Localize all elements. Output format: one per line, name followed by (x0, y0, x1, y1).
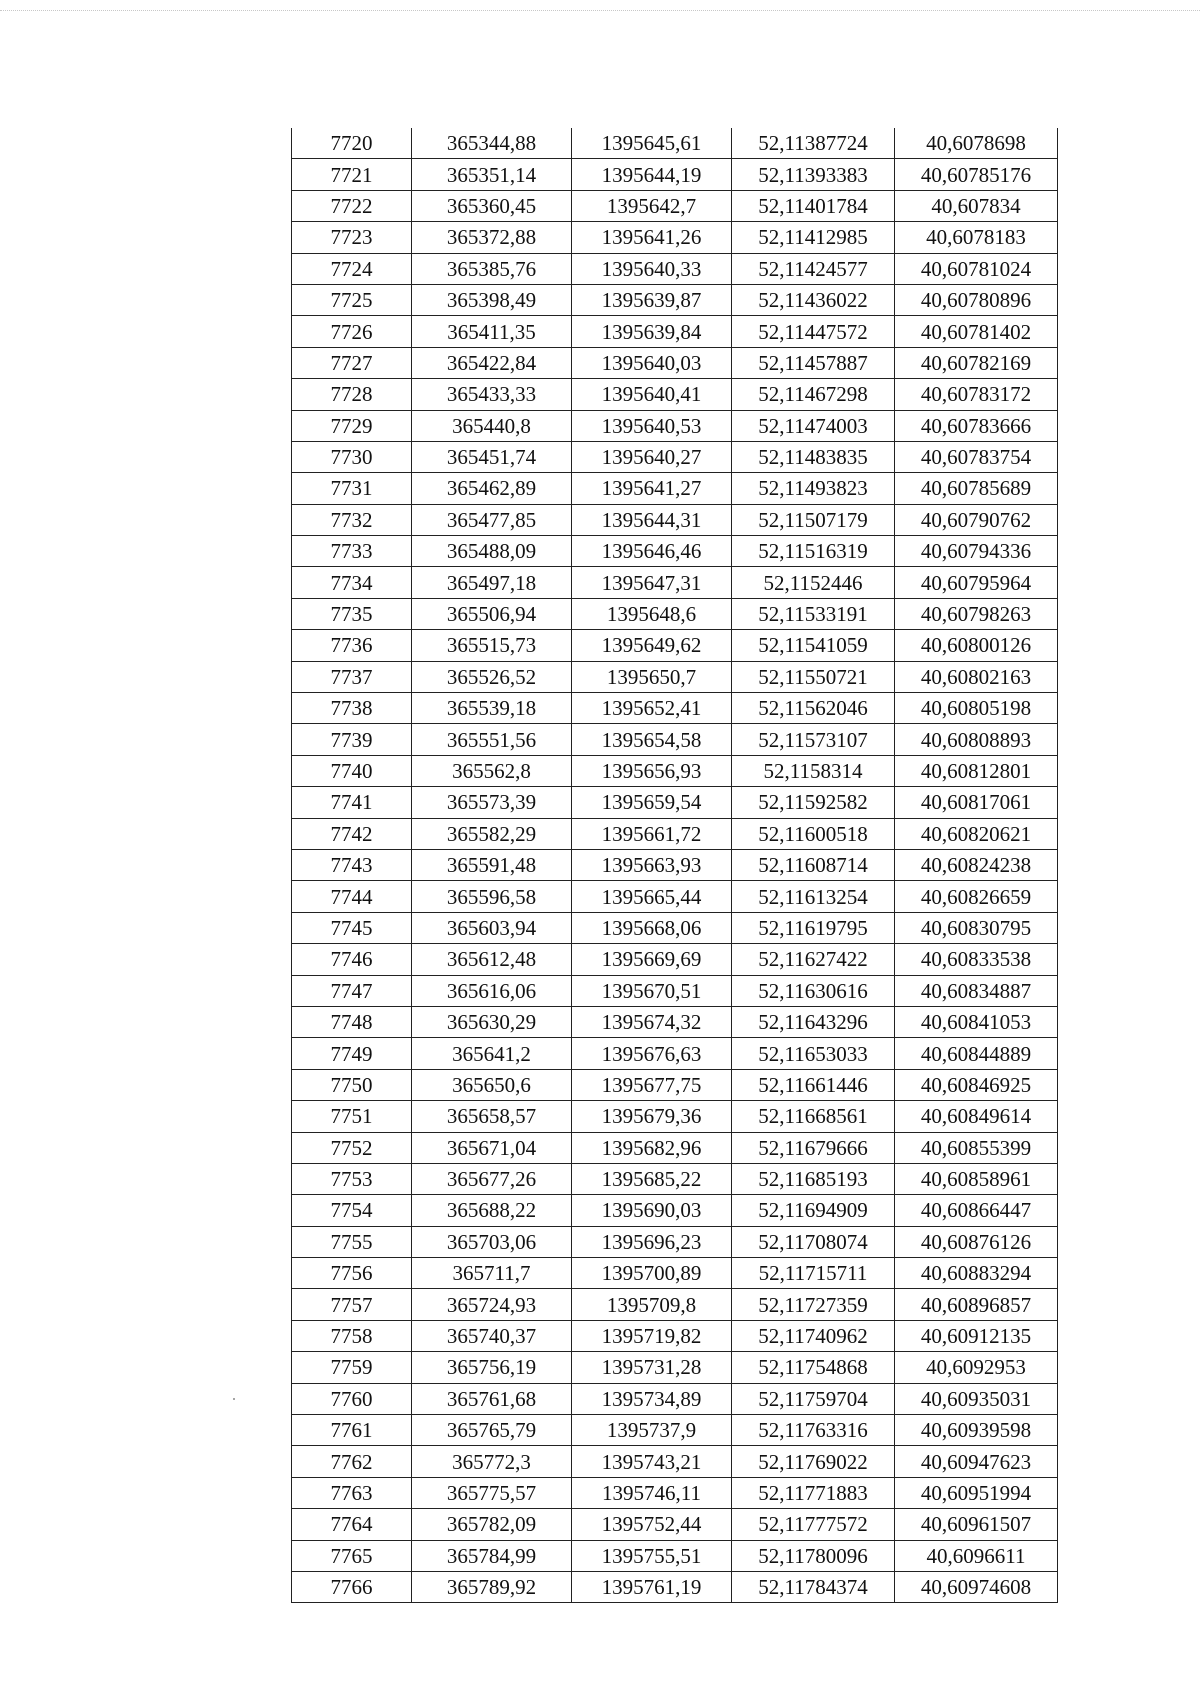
y-coordinate-cell: 1395679,36 (572, 1101, 732, 1132)
latitude-cell: 52,11708074 (732, 1226, 895, 1257)
latitude-cell: 52,11740962 (732, 1320, 895, 1351)
table-row (292, 975, 1058, 1006)
longitude-cell: 40,60824238 (895, 849, 1058, 880)
table-row (292, 1038, 1058, 1069)
y-coordinate-cell: 1395652,41 (572, 693, 732, 724)
point-number-cell: 7765 (292, 1540, 412, 1571)
latitude-cell: 52,11759704 (732, 1383, 895, 1414)
longitude-cell: 40,60820621 (895, 818, 1058, 849)
point-number-cell: 7732 (292, 504, 412, 535)
x-coordinate-cell: 365477,85 (412, 504, 572, 535)
y-coordinate-cell: 1395746,11 (572, 1477, 732, 1508)
latitude-cell: 52,11679666 (732, 1132, 895, 1163)
x-coordinate-cell: 365596,58 (412, 881, 572, 912)
x-coordinate-cell: 365789,92 (412, 1571, 572, 1602)
longitude-cell: 40,60812801 (895, 755, 1058, 786)
point-number-cell: 7750 (292, 1069, 412, 1100)
longitude-cell: 40,60939598 (895, 1415, 1058, 1446)
point-number-cell: 7759 (292, 1352, 412, 1383)
y-coordinate-cell: 1395665,44 (572, 881, 732, 912)
y-coordinate-cell: 1395640,41 (572, 379, 732, 410)
table-row (292, 849, 1058, 880)
table-row (292, 222, 1058, 253)
longitude-cell: 40,60912135 (895, 1320, 1058, 1351)
x-coordinate-cell: 365671,04 (412, 1132, 572, 1163)
x-coordinate-cell: 365385,76 (412, 253, 572, 284)
latitude-cell: 52,11467298 (732, 379, 895, 410)
longitude-cell: 40,60855399 (895, 1132, 1058, 1163)
point-number-cell: 7760 (292, 1383, 412, 1414)
x-coordinate-cell: 365462,89 (412, 473, 572, 504)
point-number-cell: 7747 (292, 975, 412, 1006)
table-row (292, 1006, 1058, 1037)
table-row (292, 284, 1058, 315)
longitude-cell: 40,60783754 (895, 441, 1058, 472)
table-row (292, 1132, 1058, 1163)
x-coordinate-cell: 365344,88 (412, 128, 572, 159)
x-coordinate-cell: 365573,39 (412, 787, 572, 818)
y-coordinate-cell: 1395650,7 (572, 661, 732, 692)
y-coordinate-cell: 1395649,62 (572, 630, 732, 661)
x-coordinate-cell: 365497,18 (412, 567, 572, 598)
longitude-cell: 40,60961507 (895, 1509, 1058, 1540)
point-number-cell: 7725 (292, 284, 412, 315)
latitude-cell: 52,11685193 (732, 1163, 895, 1194)
point-number-cell: 7755 (292, 1226, 412, 1257)
scan-speck (233, 1398, 235, 1400)
point-number-cell: 7720 (292, 128, 412, 159)
latitude-cell: 52,11412985 (732, 222, 895, 253)
table-row (292, 190, 1058, 221)
x-coordinate-cell: 365724,93 (412, 1289, 572, 1320)
point-number-cell: 7761 (292, 1415, 412, 1446)
longitude-cell: 40,60896857 (895, 1289, 1058, 1320)
point-number-cell: 7728 (292, 379, 412, 410)
y-coordinate-cell: 1395682,96 (572, 1132, 732, 1163)
longitude-cell: 40,60795964 (895, 567, 1058, 598)
table-row (292, 598, 1058, 629)
point-number-cell: 7735 (292, 598, 412, 629)
table-row (292, 1069, 1058, 1100)
point-number-cell: 7741 (292, 787, 412, 818)
x-coordinate-cell: 365422,84 (412, 347, 572, 378)
x-coordinate-cell: 365582,29 (412, 818, 572, 849)
table-row (292, 504, 1058, 535)
latitude-cell: 52,11608714 (732, 849, 895, 880)
x-coordinate-cell: 365488,09 (412, 536, 572, 567)
latitude-cell: 52,11424577 (732, 253, 895, 284)
longitude-cell: 40,60826659 (895, 881, 1058, 912)
y-coordinate-cell: 1395669,69 (572, 944, 732, 975)
table-row (292, 379, 1058, 410)
y-coordinate-cell: 1395656,93 (572, 755, 732, 786)
y-coordinate-cell: 1395640,27 (572, 441, 732, 472)
longitude-cell: 40,60805198 (895, 693, 1058, 724)
y-coordinate-cell: 1395647,31 (572, 567, 732, 598)
latitude-cell: 52,11619795 (732, 912, 895, 943)
table-row (292, 944, 1058, 975)
table-row (292, 755, 1058, 786)
table-row (292, 661, 1058, 692)
longitude-cell: 40,60844889 (895, 1038, 1058, 1069)
longitude-cell: 40,60858961 (895, 1163, 1058, 1194)
latitude-cell: 52,11447572 (732, 316, 895, 347)
latitude-cell: 52,11627422 (732, 944, 895, 975)
y-coordinate-cell: 1395639,84 (572, 316, 732, 347)
y-coordinate-cell: 1395644,31 (572, 504, 732, 535)
latitude-cell: 52,11715711 (732, 1258, 895, 1289)
point-number-cell: 7736 (292, 630, 412, 661)
y-coordinate-cell: 1395743,21 (572, 1446, 732, 1477)
point-number-cell: 7754 (292, 1195, 412, 1226)
x-coordinate-cell: 365775,57 (412, 1477, 572, 1508)
latitude-cell: 52,11653033 (732, 1038, 895, 1069)
x-coordinate-cell: 365772,3 (412, 1446, 572, 1477)
coordinates-table-body (292, 128, 1058, 1603)
longitude-cell: 40,60841053 (895, 1006, 1058, 1037)
point-number-cell: 7756 (292, 1258, 412, 1289)
longitude-cell: 40,6078698 (895, 128, 1058, 159)
y-coordinate-cell: 1395690,03 (572, 1195, 732, 1226)
latitude-cell: 52,11777572 (732, 1509, 895, 1540)
table-row (292, 1195, 1058, 1226)
x-coordinate-cell: 365360,45 (412, 190, 572, 221)
point-number-cell: 7729 (292, 410, 412, 441)
x-coordinate-cell: 365658,57 (412, 1101, 572, 1132)
table-row (292, 912, 1058, 943)
table-row (292, 787, 1058, 818)
x-coordinate-cell: 365761,68 (412, 1383, 572, 1414)
latitude-cell: 52,11562046 (732, 693, 895, 724)
longitude-cell: 40,60849614 (895, 1101, 1058, 1132)
longitude-cell: 40,60834887 (895, 975, 1058, 1006)
x-coordinate-cell: 365440,8 (412, 410, 572, 441)
longitude-cell: 40,60798263 (895, 598, 1058, 629)
y-coordinate-cell: 1395641,26 (572, 222, 732, 253)
point-number-cell: 7731 (292, 473, 412, 504)
point-number-cell: 7744 (292, 881, 412, 912)
longitude-cell: 40,60780896 (895, 284, 1058, 315)
y-coordinate-cell: 1395640,33 (572, 253, 732, 284)
x-coordinate-cell: 365612,48 (412, 944, 572, 975)
y-coordinate-cell: 1395752,44 (572, 1509, 732, 1540)
latitude-cell: 52,11727359 (732, 1289, 895, 1320)
latitude-cell: 52,11533191 (732, 598, 895, 629)
y-coordinate-cell: 1395737,9 (572, 1415, 732, 1446)
latitude-cell: 52,11763316 (732, 1415, 895, 1446)
longitude-cell: 40,60781024 (895, 253, 1058, 284)
table-row (292, 1352, 1058, 1383)
y-coordinate-cell: 1395734,89 (572, 1383, 732, 1414)
y-coordinate-cell: 1395677,75 (572, 1069, 732, 1100)
longitude-cell: 40,60883294 (895, 1258, 1058, 1289)
latitude-cell: 52,11507179 (732, 504, 895, 535)
point-number-cell: 7743 (292, 849, 412, 880)
table-row (292, 1226, 1058, 1257)
y-coordinate-cell: 1395696,23 (572, 1226, 732, 1257)
latitude-cell: 52,11516319 (732, 536, 895, 567)
table-row (292, 1477, 1058, 1508)
point-number-cell: 7749 (292, 1038, 412, 1069)
latitude-cell: 52,11754868 (732, 1352, 895, 1383)
y-coordinate-cell: 1395674,32 (572, 1006, 732, 1037)
latitude-cell: 52,11387724 (732, 128, 895, 159)
point-number-cell: 7740 (292, 755, 412, 786)
y-coordinate-cell: 1395641,27 (572, 473, 732, 504)
y-coordinate-cell: 1395685,22 (572, 1163, 732, 1194)
point-number-cell: 7762 (292, 1446, 412, 1477)
latitude-cell: 52,11436022 (732, 284, 895, 315)
longitude-cell: 40,60876126 (895, 1226, 1058, 1257)
point-number-cell: 7734 (292, 567, 412, 598)
longitude-cell: 40,60833538 (895, 944, 1058, 975)
x-coordinate-cell: 365756,19 (412, 1352, 572, 1383)
longitude-cell: 40,60794336 (895, 536, 1058, 567)
latitude-cell: 52,11630616 (732, 975, 895, 1006)
x-coordinate-cell: 365562,8 (412, 755, 572, 786)
longitude-cell: 40,60800126 (895, 630, 1058, 661)
point-number-cell: 7726 (292, 316, 412, 347)
x-coordinate-cell: 365515,73 (412, 630, 572, 661)
latitude-cell: 52,11784374 (732, 1571, 895, 1602)
longitude-cell: 40,60808893 (895, 724, 1058, 755)
table-row (292, 1415, 1058, 1446)
y-coordinate-cell: 1395659,54 (572, 787, 732, 818)
x-coordinate-cell: 365784,99 (412, 1540, 572, 1571)
latitude-cell: 52,11474003 (732, 410, 895, 441)
table-row (292, 159, 1058, 190)
table-row (292, 410, 1058, 441)
x-coordinate-cell: 365398,49 (412, 284, 572, 315)
longitude-cell: 40,60781402 (895, 316, 1058, 347)
point-number-cell: 7758 (292, 1320, 412, 1351)
point-number-cell: 7748 (292, 1006, 412, 1037)
longitude-cell: 40,60782169 (895, 347, 1058, 378)
point-number-cell: 7766 (292, 1571, 412, 1602)
x-coordinate-cell: 365765,79 (412, 1415, 572, 1446)
coordinates-table (291, 128, 1058, 1603)
x-coordinate-cell: 365630,29 (412, 1006, 572, 1037)
table-row (292, 128, 1058, 159)
x-coordinate-cell: 365591,48 (412, 849, 572, 880)
y-coordinate-cell: 1395755,51 (572, 1540, 732, 1571)
x-coordinate-cell: 365616,06 (412, 975, 572, 1006)
point-number-cell: 7753 (292, 1163, 412, 1194)
x-coordinate-cell: 365506,94 (412, 598, 572, 629)
point-number-cell: 7763 (292, 1477, 412, 1508)
longitude-cell: 40,60785689 (895, 473, 1058, 504)
x-coordinate-cell: 365711,7 (412, 1258, 572, 1289)
latitude-cell: 52,11643296 (732, 1006, 895, 1037)
point-number-cell: 7733 (292, 536, 412, 567)
x-coordinate-cell: 365740,37 (412, 1320, 572, 1351)
table-row (292, 881, 1058, 912)
table-row (292, 1446, 1058, 1477)
y-coordinate-cell: 1395645,61 (572, 128, 732, 159)
latitude-cell: 52,1158314 (732, 755, 895, 786)
longitude-cell: 40,60817061 (895, 787, 1058, 818)
longitude-cell: 40,60974608 (895, 1571, 1058, 1602)
longitude-cell: 40,6092953 (895, 1352, 1058, 1383)
table-row (292, 630, 1058, 661)
x-coordinate-cell: 365650,6 (412, 1069, 572, 1100)
y-coordinate-cell: 1395719,82 (572, 1320, 732, 1351)
table-row (292, 1101, 1058, 1132)
table-row (292, 253, 1058, 284)
point-number-cell: 7723 (292, 222, 412, 253)
scan-top-edge (0, 10, 1200, 11)
longitude-cell: 40,60783666 (895, 410, 1058, 441)
x-coordinate-cell: 365411,35 (412, 316, 572, 347)
x-coordinate-cell: 365688,22 (412, 1195, 572, 1226)
y-coordinate-cell: 1395731,28 (572, 1352, 732, 1383)
y-coordinate-cell: 1395654,58 (572, 724, 732, 755)
latitude-cell: 52,11493823 (732, 473, 895, 504)
longitude-cell: 40,60846925 (895, 1069, 1058, 1100)
point-number-cell: 7745 (292, 912, 412, 943)
table-row (292, 316, 1058, 347)
longitude-cell: 40,60830795 (895, 912, 1058, 943)
table-row (292, 536, 1058, 567)
longitude-cell: 40,6096611 (895, 1540, 1058, 1571)
table-row (292, 1571, 1058, 1602)
latitude-cell: 52,11769022 (732, 1446, 895, 1477)
y-coordinate-cell: 1395661,72 (572, 818, 732, 849)
point-number-cell: 7742 (292, 818, 412, 849)
y-coordinate-cell: 1395639,87 (572, 284, 732, 315)
y-coordinate-cell: 1395709,8 (572, 1289, 732, 1320)
latitude-cell: 52,11573107 (732, 724, 895, 755)
y-coordinate-cell: 1395640,53 (572, 410, 732, 441)
x-coordinate-cell: 365782,09 (412, 1509, 572, 1540)
x-coordinate-cell: 365703,06 (412, 1226, 572, 1257)
x-coordinate-cell: 365433,33 (412, 379, 572, 410)
x-coordinate-cell: 365551,56 (412, 724, 572, 755)
x-coordinate-cell: 365372,88 (412, 222, 572, 253)
table-row (292, 724, 1058, 755)
point-number-cell: 7757 (292, 1289, 412, 1320)
longitude-cell: 40,60866447 (895, 1195, 1058, 1226)
table-row (292, 1540, 1058, 1571)
longitude-cell: 40,60947623 (895, 1446, 1058, 1477)
longitude-cell: 40,60783172 (895, 379, 1058, 410)
y-coordinate-cell: 1395646,46 (572, 536, 732, 567)
latitude-cell: 52,11541059 (732, 630, 895, 661)
x-coordinate-cell: 365451,74 (412, 441, 572, 472)
table-row (292, 1320, 1058, 1351)
latitude-cell: 52,11401784 (732, 190, 895, 221)
latitude-cell: 52,11600518 (732, 818, 895, 849)
table-row (292, 1509, 1058, 1540)
point-number-cell: 7724 (292, 253, 412, 284)
latitude-cell: 52,11457887 (732, 347, 895, 378)
y-coordinate-cell: 1395676,63 (572, 1038, 732, 1069)
table-row (292, 1289, 1058, 1320)
latitude-cell: 52,11694909 (732, 1195, 895, 1226)
point-number-cell: 7722 (292, 190, 412, 221)
x-coordinate-cell: 365526,52 (412, 661, 572, 692)
longitude-cell: 40,60790762 (895, 504, 1058, 535)
latitude-cell: 52,11550721 (732, 661, 895, 692)
latitude-cell: 52,11592582 (732, 787, 895, 818)
table-row (292, 1383, 1058, 1414)
table-row (292, 567, 1058, 598)
point-number-cell: 7764 (292, 1509, 412, 1540)
x-coordinate-cell: 365539,18 (412, 693, 572, 724)
y-coordinate-cell: 1395648,6 (572, 598, 732, 629)
table-row (292, 441, 1058, 472)
table-row (292, 1163, 1058, 1194)
table-row (292, 1258, 1058, 1289)
y-coordinate-cell: 1395640,03 (572, 347, 732, 378)
latitude-cell: 52,11613254 (732, 881, 895, 912)
point-number-cell: 7739 (292, 724, 412, 755)
x-coordinate-cell: 365641,2 (412, 1038, 572, 1069)
longitude-cell: 40,60802163 (895, 661, 1058, 692)
longitude-cell: 40,60785176 (895, 159, 1058, 190)
point-number-cell: 7730 (292, 441, 412, 472)
latitude-cell: 52,11661446 (732, 1069, 895, 1100)
table-row (292, 693, 1058, 724)
x-coordinate-cell: 365351,14 (412, 159, 572, 190)
table-row (292, 347, 1058, 378)
longitude-cell: 40,607834 (895, 190, 1058, 221)
y-coordinate-cell: 1395663,93 (572, 849, 732, 880)
latitude-cell: 52,11668561 (732, 1101, 895, 1132)
longitude-cell: 40,6078183 (895, 222, 1058, 253)
y-coordinate-cell: 1395642,7 (572, 190, 732, 221)
y-coordinate-cell: 1395670,51 (572, 975, 732, 1006)
x-coordinate-cell: 365603,94 (412, 912, 572, 943)
point-number-cell: 7746 (292, 944, 412, 975)
point-number-cell: 7727 (292, 347, 412, 378)
point-number-cell: 7737 (292, 661, 412, 692)
longitude-cell: 40,60935031 (895, 1383, 1058, 1414)
y-coordinate-cell: 1395668,06 (572, 912, 732, 943)
y-coordinate-cell: 1395644,19 (572, 159, 732, 190)
point-number-cell: 7721 (292, 159, 412, 190)
latitude-cell: 52,11393383 (732, 159, 895, 190)
longitude-cell: 40,60951994 (895, 1477, 1058, 1508)
point-number-cell: 7752 (292, 1132, 412, 1163)
x-coordinate-cell: 365677,26 (412, 1163, 572, 1194)
latitude-cell: 52,11483835 (732, 441, 895, 472)
y-coordinate-cell: 1395700,89 (572, 1258, 732, 1289)
table-row (292, 818, 1058, 849)
latitude-cell: 52,11780096 (732, 1540, 895, 1571)
latitude-cell: 52,1152446 (732, 567, 895, 598)
point-number-cell: 7751 (292, 1101, 412, 1132)
y-coordinate-cell: 1395761,19 (572, 1571, 732, 1602)
latitude-cell: 52,11771883 (732, 1477, 895, 1508)
point-number-cell: 7738 (292, 693, 412, 724)
table-row (292, 473, 1058, 504)
